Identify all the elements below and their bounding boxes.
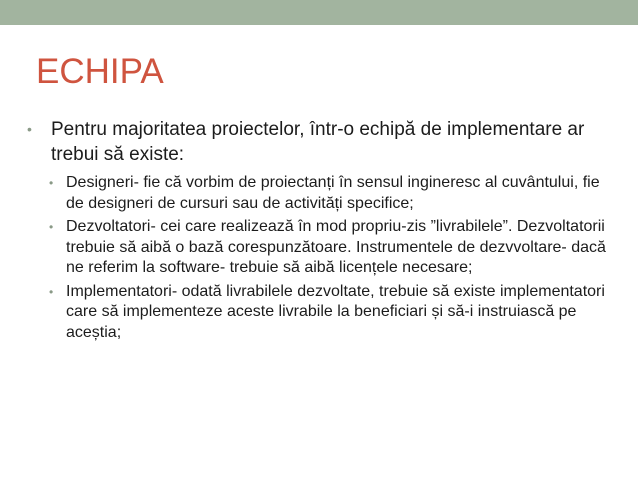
sub-bullet-developers bbox=[49, 217, 612, 279]
sub-bullet-implementers bbox=[49, 282, 612, 344]
sub-bullet-list bbox=[27, 173, 612, 343]
top-accent-band bbox=[0, 0, 638, 25]
bullet-icon: • bbox=[49, 176, 54, 190]
main-bullet bbox=[27, 117, 612, 167]
bullet-icon: • bbox=[49, 220, 54, 234]
sub-bullet-text: Implementatori- odată livrabilele dezvoltate, trebuie să existe implementatori care să implementeze aceste livrabile la beneficiari și să-i instruiască pe aceștia; bbox=[66, 282, 605, 341]
sub-bullet-designers bbox=[49, 173, 612, 214]
sub-bullet-text: Dezvoltatori- cei care realizează în mod propriu-zis ”livrabilele”. Dezvoltatorii trebuie să aibă o bază corespunzătoare. Instrumentele de dezvvoltare- dacă ne referim la software- trebuie să aibă licențele necesare; bbox=[66, 218, 606, 276]
bullet-icon: • bbox=[27, 121, 32, 137]
main-bullet-text: Pentru majoritatea proiectelor, într-o echipă de implementare ar trebui să existe: bbox=[51, 119, 585, 165]
slide-title: ECHIPA bbox=[36, 52, 164, 91]
bullet-icon: • bbox=[49, 284, 54, 299]
slide-content bbox=[27, 117, 612, 346]
sub-bullet-text: Designeri- fie că vorbim de proiectanți în sensul inginerеsc al cuvântului, fie de designeri de cursuri sau de activități specifice; bbox=[66, 174, 600, 212]
